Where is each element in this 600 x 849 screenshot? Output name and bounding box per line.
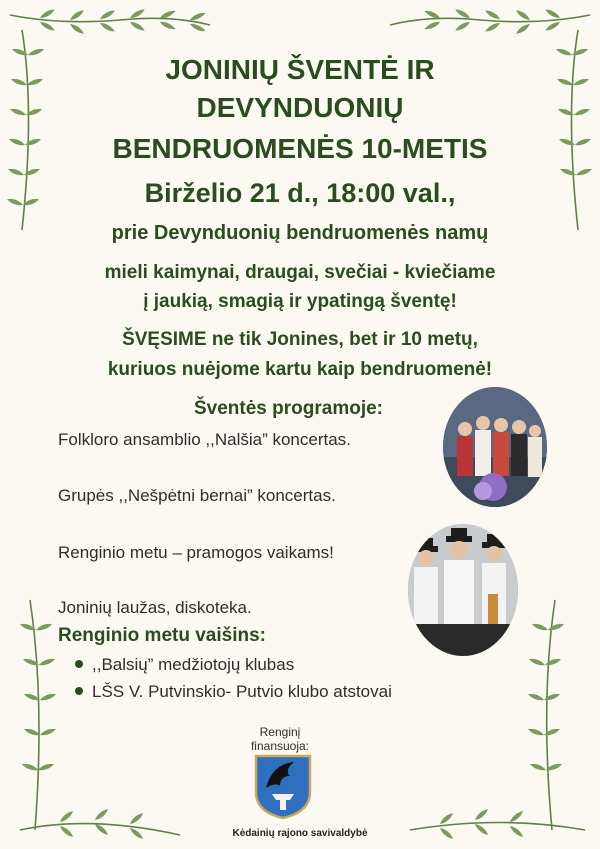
event-title-line-1: JONINIŲ ŠVENTĖ IR [165, 54, 435, 85]
invitation-line-2: į jaukią, smagią ir ypatingą šventę! [143, 291, 457, 312]
list-item [75, 682, 392, 702]
invitation-line-3: ŠVĘSIME ne tik Jonines, bet ir 10 metų, [122, 329, 478, 350]
program-item: Renginio metu – pramogos vaikams! [58, 543, 334, 562]
event-title-line-3: BENDRUOMENĖS 10-METIS [112, 133, 488, 164]
folk-ensemble-photo [443, 387, 547, 507]
program-title: Šventės programoje: [194, 398, 383, 419]
invitation-line-1: mieli kaimynai, draugai, svečiai - kviečiame [104, 262, 496, 283]
event-place: prie Devynduonių bendruomenės namų [111, 222, 489, 244]
event-date: Birželio 21 d., 18:00 val., [144, 178, 456, 208]
sponsor-label [220, 725, 340, 753]
program-item: Grupės ,,Nešpėtni bernai” koncertas. [58, 486, 336, 505]
program-item: Joninių laužas, diskoteka. [58, 598, 252, 617]
bullet-icon [75, 660, 83, 668]
treats-title: Renginio metu vaišins: [58, 625, 266, 646]
program-item: Folkloro ansamblio ,,Nalšia” koncertas. [58, 430, 351, 449]
sponsor-label-line-1: Renginį [259, 725, 301, 739]
list-item [75, 655, 294, 675]
sponsor-label-line-2: finansuoja: [250, 739, 310, 753]
band-photo [408, 524, 518, 656]
event-title-line-2: DEVYNDUONIŲ [196, 92, 404, 123]
treat-item-label: ,,Balsių” medžiotojų klubas [92, 655, 295, 674]
municipality-crest-icon [254, 754, 312, 820]
treat-item-label: LŠS V. Putvinskio- Putvio klubo atstovai [92, 682, 392, 701]
invitation-line-4: kuriuos nuėjome kartu kaip bendruomenė! [107, 359, 493, 380]
sponsor-name: Kėdainių rajono savivaldybė [232, 828, 368, 839]
bullet-icon [75, 687, 83, 695]
